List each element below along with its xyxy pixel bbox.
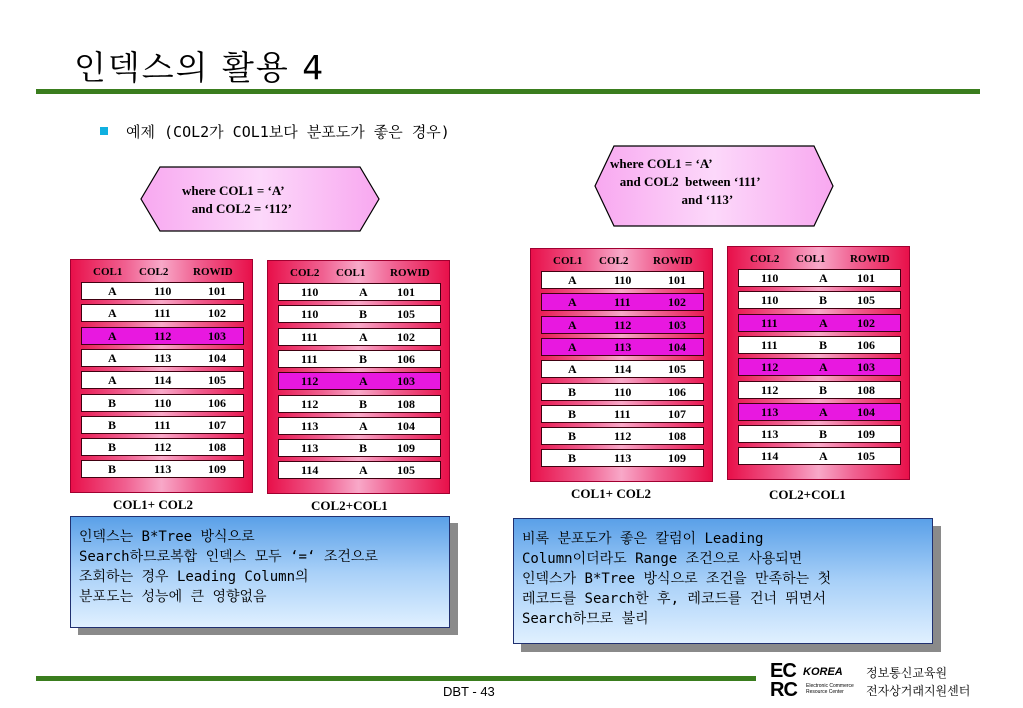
cell-col2: 111 xyxy=(761,338,778,352)
index-row xyxy=(278,350,441,368)
cell-col2: 113 xyxy=(301,419,319,433)
index-row xyxy=(81,394,244,412)
cell-col1: A xyxy=(359,285,368,299)
org-line-1: 정보통신교육원 xyxy=(866,666,948,680)
index-row xyxy=(541,383,704,401)
bullet-square-icon xyxy=(100,127,108,135)
cell-rowid: 105 xyxy=(857,449,875,463)
header-col2: COL2 xyxy=(599,255,629,267)
title-divider xyxy=(36,89,980,94)
cell-col1: A xyxy=(108,351,117,365)
cell-col1: A xyxy=(568,273,577,287)
cell-col2: 110 xyxy=(154,284,172,298)
cell-rowid: 107 xyxy=(208,418,226,432)
panel-caption-col2-col1-left: COL2+COL1 xyxy=(311,498,388,513)
header-rowid: ROWID xyxy=(390,267,430,279)
cell-col1: A xyxy=(819,449,828,463)
cell-col1: B xyxy=(568,407,577,421)
organization-name xyxy=(866,664,970,700)
cell-rowid: 103 xyxy=(208,329,226,343)
index-row-matched xyxy=(738,358,901,376)
index-row-matched xyxy=(738,314,901,332)
cell-rowid: 101 xyxy=(857,271,875,285)
left-condition-text: where COL1 = ‘A’ and COL2 = ‘112’ xyxy=(182,183,292,216)
cell-rowid: 108 xyxy=(668,429,686,443)
cell-col1: A xyxy=(108,284,117,298)
cell-rowid: 102 xyxy=(668,295,686,309)
cell-col1: B xyxy=(108,440,117,454)
index-row xyxy=(738,336,901,354)
index-row xyxy=(278,305,441,323)
cell-rowid: 104 xyxy=(668,340,686,354)
panel-caption-col1-col2-left: COL1+ COL2 xyxy=(113,497,193,512)
index-row xyxy=(541,405,704,423)
cell-col2: 112 xyxy=(614,429,632,443)
cell-rowid: 103 xyxy=(397,374,415,388)
index-row xyxy=(738,381,901,399)
cell-col2: 112 xyxy=(301,397,319,411)
index-row xyxy=(541,449,704,467)
cell-col1: A xyxy=(359,330,368,344)
index-row xyxy=(81,438,244,456)
index-row-matched xyxy=(738,403,901,421)
panel-caption-col1-col2-right: COL1+ COL2 xyxy=(571,486,651,501)
cell-col1: A xyxy=(819,360,828,374)
cell-col1: A xyxy=(819,316,828,330)
cell-rowid: 102 xyxy=(857,316,875,330)
cell-col2: 111 xyxy=(154,306,171,320)
cell-col2: 111 xyxy=(154,418,171,432)
index-row xyxy=(278,328,441,346)
logo-ecrc-fullname: Electronic Commerce Resource Center xyxy=(806,683,854,695)
cell-col2: 110 xyxy=(614,385,632,399)
left-condition-box xyxy=(140,166,380,232)
cell-col2: 114 xyxy=(614,362,632,376)
cell-col1: B xyxy=(568,385,577,399)
cell-col1: B xyxy=(819,427,828,441)
index-row xyxy=(278,417,441,435)
index-row xyxy=(541,427,704,445)
cell-col1: A xyxy=(108,329,117,343)
org-line-2: 전자상거래지원센터 xyxy=(866,684,971,698)
cell-col2: 110 xyxy=(154,396,172,410)
header-col1: COL1 xyxy=(796,253,826,265)
cell-rowid: 105 xyxy=(397,307,415,321)
right-note: 비록 분포도가 좋은 칼럼이 Leading Column이더라도 Range 조건으로 사용되면 인덱스가 B*Tree 방식으로 조건을 만족하는 첫 레코드를 Search한 후, 레코드를 건너 뛰면서 Search하므로 불리 xyxy=(513,518,933,644)
cell-rowid: 102 xyxy=(397,330,415,344)
cell-rowid: 106 xyxy=(668,385,686,399)
footer-divider xyxy=(36,676,756,681)
cell-col1: B xyxy=(359,307,368,321)
header-col1: COL1 xyxy=(553,255,583,267)
cell-col1: A xyxy=(568,340,577,354)
cell-col2: 111 xyxy=(614,407,631,421)
example-bullet xyxy=(100,121,450,142)
cell-col2: 114 xyxy=(154,373,172,387)
cell-rowid: 109 xyxy=(857,427,875,441)
cell-col1: B xyxy=(108,396,117,410)
header-col1: COL1 xyxy=(336,267,366,279)
cell-col2: 112 xyxy=(614,318,632,332)
index-panel-col2-col1-right xyxy=(727,246,910,480)
cell-col2: 113 xyxy=(154,462,172,476)
index-row-matched xyxy=(541,338,704,356)
cell-col2: 114 xyxy=(761,449,779,463)
cell-rowid: 103 xyxy=(857,360,875,374)
cell-col1: B xyxy=(359,441,368,455)
index-row-matched xyxy=(81,327,244,345)
index-row-matched xyxy=(541,293,704,311)
index-row xyxy=(81,460,244,478)
cell-col1: B xyxy=(568,451,577,465)
header-col2: COL2 xyxy=(290,267,320,279)
cell-col2: 110 xyxy=(301,285,319,299)
cell-col1: A xyxy=(108,373,117,387)
cell-col2: 113 xyxy=(614,451,632,465)
cell-col2: 111 xyxy=(761,316,778,330)
cell-col2: 111 xyxy=(301,352,318,366)
cell-col2: 114 xyxy=(301,463,319,477)
left-note: 인덱스는 B*Tree 방식으로 Search하므로복합 인덱스 모두 ‘=‘ 조건으로 조회하는 경우 Leading Column의 분포도는 성능에 큰 영향없음 xyxy=(70,516,450,628)
cell-col2: 112 xyxy=(154,440,172,454)
header-col1: COL1 xyxy=(93,266,123,278)
page-title: 인덱스의 활용 4 xyxy=(74,48,326,87)
cell-rowid: 106 xyxy=(397,352,415,366)
cell-col1: B xyxy=(568,429,577,443)
index-row xyxy=(278,461,441,479)
cell-col2: 112 xyxy=(761,383,779,397)
cell-rowid: 101 xyxy=(208,284,226,298)
index-row xyxy=(81,416,244,434)
cell-rowid: 105 xyxy=(668,362,686,376)
cell-col2: 110 xyxy=(301,307,319,321)
cell-rowid: 106 xyxy=(208,396,226,410)
cell-col1: A xyxy=(819,405,828,419)
logo-ec-text: EC xyxy=(770,660,796,682)
cell-rowid: 105 xyxy=(857,293,875,307)
cell-rowid: 104 xyxy=(397,419,415,433)
cell-col1: A xyxy=(359,419,368,433)
cell-col1: A xyxy=(568,362,577,376)
cell-col1: B xyxy=(108,418,117,432)
header-col2: COL2 xyxy=(750,253,780,265)
cell-rowid: 105 xyxy=(208,373,226,387)
cell-col1: B xyxy=(819,383,828,397)
index-row xyxy=(541,360,704,378)
cell-rowid: 102 xyxy=(208,306,226,320)
cell-col2: 111 xyxy=(301,330,318,344)
cell-col2: 113 xyxy=(761,427,779,441)
cell-rowid: 101 xyxy=(397,285,415,299)
cell-col2: 110 xyxy=(761,293,779,307)
index-row-matched xyxy=(541,316,704,334)
index-row xyxy=(738,291,901,309)
index-row xyxy=(541,271,704,289)
cell-rowid: 109 xyxy=(668,451,686,465)
index-row xyxy=(738,447,901,465)
cell-col1: B xyxy=(819,338,828,352)
index-row xyxy=(738,425,901,443)
header-col2: COL2 xyxy=(139,266,169,278)
cell-col1: A xyxy=(359,374,368,388)
cell-col1: A xyxy=(108,306,117,320)
right-condition-text: where COL1 = ‘A’ and COL2 between ‘111’ and ‘113’ xyxy=(610,156,761,207)
index-panel-col2-col1-left xyxy=(267,260,450,494)
index-row xyxy=(278,283,441,301)
cell-rowid: 108 xyxy=(857,383,875,397)
index-row xyxy=(81,304,244,322)
cell-rowid: 109 xyxy=(397,441,415,455)
cell-col2: 111 xyxy=(614,295,631,309)
index-row xyxy=(278,439,441,457)
header-rowid: ROWID xyxy=(653,255,693,267)
cell-col2: 113 xyxy=(301,441,319,455)
cell-rowid: 107 xyxy=(668,407,686,421)
cell-col2: 112 xyxy=(301,374,319,388)
logo-rc-text: RC xyxy=(770,679,797,701)
logo-korea-text: KOREA xyxy=(803,666,843,678)
cell-col1: B xyxy=(359,352,368,366)
cell-col1: A xyxy=(359,463,368,477)
cell-col1: A xyxy=(568,318,577,332)
index-row xyxy=(81,282,244,300)
cell-rowid: 108 xyxy=(208,440,226,454)
index-row xyxy=(738,269,901,287)
right-condition-box xyxy=(594,145,834,227)
cell-rowid: 106 xyxy=(857,338,875,352)
cell-col2: 112 xyxy=(761,360,779,374)
index-row xyxy=(278,395,441,413)
cell-rowid: 103 xyxy=(668,318,686,332)
cell-rowid: 104 xyxy=(857,405,875,419)
cell-col1: A xyxy=(568,295,577,309)
cell-rowid: 108 xyxy=(397,397,415,411)
page-number: DBT - 43 xyxy=(443,684,495,699)
cell-col2: 110 xyxy=(614,273,632,287)
cell-col2: 112 xyxy=(154,329,172,343)
index-row xyxy=(81,349,244,367)
cell-col1: B xyxy=(359,397,368,411)
cell-rowid: 109 xyxy=(208,462,226,476)
cell-col2: 113 xyxy=(154,351,172,365)
cell-col2: 113 xyxy=(761,405,779,419)
cell-col1: B xyxy=(819,293,828,307)
index-row-matched xyxy=(278,372,441,390)
example-label: 예제 (COL2가 COL1보다 분포도가 좋은 경우) xyxy=(126,123,450,141)
cell-col1: B xyxy=(108,462,117,476)
header-rowid: ROWID xyxy=(850,253,890,265)
cell-col2: 110 xyxy=(761,271,779,285)
cell-col1: A xyxy=(819,271,828,285)
cell-rowid: 105 xyxy=(397,463,415,477)
ecrc-logo xyxy=(770,660,860,702)
index-row xyxy=(81,371,244,389)
cell-rowid: 101 xyxy=(668,273,686,287)
index-panel-col1-col2-right xyxy=(530,248,713,482)
index-panel-col1-col2-left xyxy=(70,259,253,493)
panel-caption-col2-col1-right: COL2+COL1 xyxy=(769,487,846,502)
cell-col2: 113 xyxy=(614,340,632,354)
cell-rowid: 104 xyxy=(208,351,226,365)
header-rowid: ROWID xyxy=(193,266,233,278)
